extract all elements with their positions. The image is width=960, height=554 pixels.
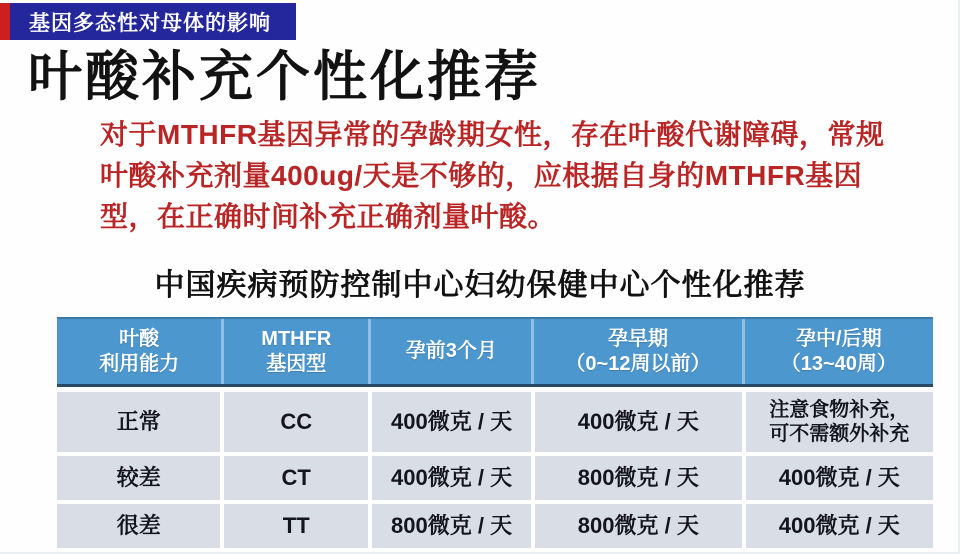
- cell-pre-pregnancy: 400微克 / 天: [372, 456, 531, 500]
- table-row: [57, 504, 933, 548]
- cell-early-pregnancy: 800微克 / 天: [535, 456, 741, 500]
- intro-line: 对于MTHFR基因异常的孕龄期女性，存在叶酸代谢障碍，常规: [100, 119, 885, 150]
- cell-pre-pregnancy: 800微克 / 天: [372, 504, 531, 548]
- cell-line: 注意食物补充，: [769, 399, 910, 421]
- topic-ribbon-label: 基因多态性对母体的影响: [29, 11, 271, 35]
- header-line: MTHFR: [261, 327, 332, 350]
- cell-genotype: CT: [224, 456, 368, 500]
- ribbon-red-accent: [0, 3, 10, 40]
- header-line: 叶酸: [119, 327, 160, 350]
- header-folate-ability: [57, 319, 224, 384]
- table-header-row: [57, 317, 933, 387]
- header-line: 孕早期: [607, 327, 668, 350]
- table-title: 中国疾病预防控制中心妇幼保健中心个性化推荐: [154, 269, 806, 302]
- intro-line: 型，在正确时间补充正确剂量叶酸。: [100, 201, 557, 232]
- cell-early-pregnancy: 400微克 / 天: [535, 392, 741, 452]
- cell-pre-pregnancy: 400微克 / 天: [372, 392, 531, 452]
- cell-genotype: CC: [224, 392, 368, 452]
- header-early-pregnancy: [534, 319, 744, 384]
- cell-mid-late-pregnancy: 400微克 / 天: [746, 456, 933, 500]
- header-line: 孕中/后期: [796, 327, 882, 350]
- header-line: 基因型: [266, 352, 327, 375]
- header-line: （0~12周以前）: [565, 352, 711, 375]
- header-line: 利用能力: [99, 352, 180, 375]
- cell-genotype: TT: [224, 504, 368, 548]
- cell-mid-late-pregnancy: [746, 392, 933, 452]
- header-line: 孕前3个月: [405, 340, 497, 362]
- cell-ability: 较差: [57, 456, 220, 500]
- cell-ability: 正常: [57, 392, 220, 452]
- cell-ability: 很差: [57, 504, 220, 548]
- recommendation-table: [57, 317, 933, 548]
- header-pre-pregnancy: [371, 319, 534, 384]
- header-mid-late-pregnancy: [745, 319, 933, 384]
- cell-mid-late-pregnancy: 400微克 / 天: [746, 504, 933, 548]
- intro-paragraph: [100, 114, 900, 237]
- cell-line: 可不需额外补充: [769, 423, 910, 445]
- table-row: [57, 456, 933, 500]
- table-row: [57, 392, 933, 452]
- header-mthfr-genotype: [224, 319, 371, 384]
- intro-line: 叶酸补充剂量400ug/天是不够的，应根据自身的MTHFR基因: [100, 160, 863, 191]
- header-line: （13~40周）: [780, 352, 897, 375]
- cell-early-pregnancy: 800微克 / 天: [535, 504, 741, 548]
- page-title: 叶酸补充个性化推荐: [28, 47, 541, 107]
